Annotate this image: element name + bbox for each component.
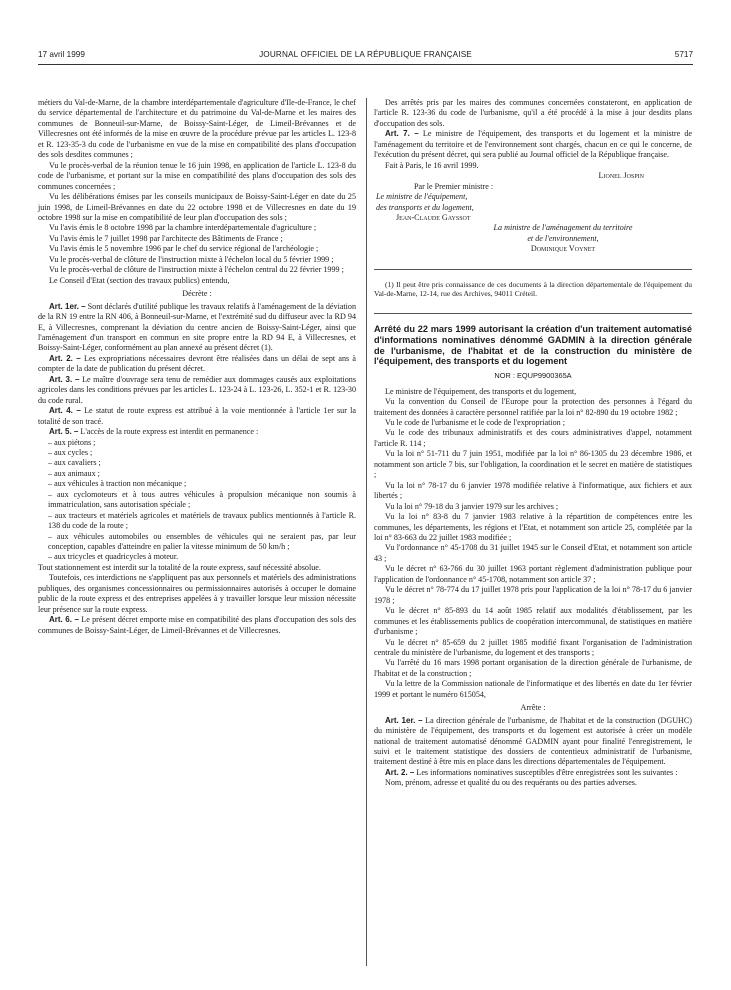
fait-a-paris: Fait à Paris, le 16 avril 1999. bbox=[385, 160, 479, 170]
article-text: La direction générale de l'urbanisme, de l'habitat et de la construction (DGUHC) du ministère de l'équipement, des transports et du logement est autorisée à créer un modèle national de traitement automatisé dénommé GADMIN ayant pour finalité l'enregistrement, le suivi et le traitement statistique des dossiers de contentieux administratif de l'urbanisme, traitement destiné à être mis en place dans les directions départementales de l'équipement. bbox=[374, 715, 692, 767]
minister-title: Le ministre de l'équipement, bbox=[376, 192, 468, 202]
minister-title: des transports et du logement, bbox=[376, 202, 474, 212]
article-label: Art. 4. – bbox=[49, 406, 81, 416]
paragraph: Vu le décret n° 78-774 du 17 juillet 1978 pris pour l'application de la loi n° 78-17 du 6 janvier 1978 ; bbox=[374, 585, 692, 605]
article-2 bbox=[38, 354, 356, 375]
paragraph: Vu l'avis émis le 8 octobre 1998 par la chambre interdépartementale d'agriculture ; bbox=[49, 223, 317, 233]
paragraph: Vu le procès-verbal de clôture de l'instruction mixte à l'échelon central du 22 février 1999 ; bbox=[49, 265, 344, 275]
paragraph: Vu l'avis émis le 5 novembre 1996 par le chef du service régional de l'archéologie ; bbox=[49, 244, 319, 254]
signatory-minister: Dominique Voynet bbox=[530, 244, 596, 254]
article-label: Art. 3. – bbox=[49, 374, 80, 384]
minister-title: et de l'environnement, bbox=[527, 233, 599, 243]
header-date: 17 avril 1999 bbox=[38, 50, 85, 59]
right-column bbox=[374, 98, 692, 789]
article-label: Art. 5. – bbox=[49, 427, 79, 437]
article-text: Le ministre de l'équipement, des transports et du logement et la ministre de l'aménagement du territoire et de l'environnement sont chargés, chacun en ce qui le concerne, de l'exécution du présent décret, qui sera publié au Journal officiel de la République française. bbox=[374, 129, 692, 160]
list-item: – aux animaux ; bbox=[48, 468, 100, 478]
article-text: Les expropriations nécessaires devront être réalisées dans un délai de sept ans à compter de la date de publication du présent décret. bbox=[38, 353, 357, 374]
footnote: (1) Il peut être pris connaissance de ces documents à la direction départementale de l'équipement du Val-de-Marne, 12-14, rue des Archives, 94011 Créteil. bbox=[374, 279, 692, 299]
paragraph: Vu la loi n° 79-18 du 3 janvier 1979 sur les archives ; bbox=[385, 501, 559, 511]
nor-reference: NOR : EQUP9900365A bbox=[494, 371, 572, 381]
page-header bbox=[38, 50, 693, 62]
arrete-heading: Arrête : bbox=[520, 703, 546, 713]
paragraph: métiers du Val-de-Marne, de la chambre interdépartementale d'agriculture d'Ile-de-France, le chef du service départemental de l'architecture et du patrimoine du Val-de-Marne et les maires des communes de Bonneuil-sur-Marne, de Boissy-Saint-Léger, de Limeil-Brévannes et de Villecresnes ont été informés de la mise en œuvre de la procédure prévue par les articles L. 123-8 et R. 123-35-3 du code de l'urbanisme en vue de la mise en compatibilité des plans d'occupation des sols desdites communes ; bbox=[38, 98, 356, 160]
list-item: – aux tricycles et quadricycles à moteur. bbox=[48, 552, 179, 562]
article-text: Le présent décret emporte mise en compatibilité des plans d'occupation des sols des communes de Boissy-Saint-Léger, de Limeil-Brévannes et de Villecresnes. bbox=[38, 615, 356, 635]
list-item: – aux cavaliers ; bbox=[48, 458, 101, 468]
article-text: L'accès de la route express est interdit en permanence : bbox=[80, 427, 259, 437]
left-column bbox=[38, 98, 356, 636]
paragraph: Vu la convention du Conseil de l'Europe pour la protection des personnes à l'égard du traitement des données à caractère personnel ratifiée par la loi n° 82-890 du 19 octobre 1982 ; bbox=[374, 397, 692, 417]
paragraph: Le Conseil d'Etat (section des travaux publics) entendu, bbox=[49, 275, 230, 285]
article-3 bbox=[38, 375, 356, 406]
paragraph: Nom, prénom, adresse et qualité du ou des requérants ou des parties adverses. bbox=[385, 778, 637, 788]
paragraph: Vu l'arrêté du 16 mars 1998 portant organisation de la direction générale de l'urbanisme, de l'habitat et de la construction ; bbox=[374, 658, 692, 678]
paragraph: Vu le procès-verbal de clôture de l'instruction mixte à l'échelon local du 5 février 1999 ; bbox=[49, 254, 334, 264]
paragraph: Vu les délibérations émises par les conseils municipaux de Boissy-Saint-Léger en date du 25 juin 1998, de Limeil-Brévannes en date du 22 octobre 1998 et de Villecresnes en date du 19 octobre 1998 sur la mise en compatibilité de leur plan d'occupation des sols ; bbox=[38, 192, 356, 222]
paragraph: Vu le décret n° 85-659 du 2 juillet 1985 modifié fixant l'organisation de l'administration centrale du ministère de l'urbanisme, du logement et des transports ; bbox=[374, 637, 692, 657]
paragraph: Des arrêtés pris par les maires des communes concernées constateront, en application de l'article R. 123-36 du code de l'urbanisme, qu'il a été procédé à la mise à jour desdits plans d'occupation des sols. bbox=[374, 98, 692, 128]
section-divider bbox=[374, 269, 692, 270]
column-divider bbox=[366, 98, 367, 966]
decrete-heading: Décrète : bbox=[182, 289, 212, 299]
article-label: Art. 1er. – bbox=[385, 715, 423, 725]
arrete-article-2 bbox=[374, 768, 692, 778]
article-text: Sont déclarés d'utilité publique les travaux relatifs à l'aménagement de la déviation de la RN 19 entre la RN 406, à Bonneuil-sur-Marne, et l'extrémité sud du diffuseur avec la RD 94 E, à Villecresnes, comprenant la déviation du centre ancien de Boissy-Saint-Léger, ainsi que l'aménagement d'un transport en commun en site propre entre la RD 94 E, à Villecresnes, et Boissy-Saint-Léger, conformément au plan annexé au présent décret (1). bbox=[38, 301, 357, 353]
article-label: Art. 6. – bbox=[49, 615, 79, 625]
article-label: Art. 2. – bbox=[49, 353, 81, 363]
paragraph: Vu l'avis émis le 7 juillet 1998 par l'architecte des Bâtiments de France ; bbox=[49, 233, 283, 243]
article-label: Art. 1er. – bbox=[49, 301, 86, 311]
arrete-article-1 bbox=[374, 716, 692, 768]
article-label: Art. 2. – bbox=[385, 767, 415, 777]
article-4 bbox=[38, 406, 356, 427]
list-item: – aux véhicules à traction non mécanique ; bbox=[48, 479, 187, 489]
journal-title: JOURNAL OFFICIEL DE LA RÉPUBLIQUE FRANÇAISE bbox=[259, 50, 472, 59]
paragraph: Vu la lettre de la Commission nationale de l'informatique et des libertés en date du 1er février 1999 et portant le numéro 615054, bbox=[374, 679, 692, 699]
paragraph: Vu le décret n° 63-766 du 30 juillet 1963 portant règlement d'administration publique pour l'application de l'ordonnance n° 45-1708, notamment son article 37 ; bbox=[374, 564, 692, 584]
list-item: – aux véhicules automobiles ou ensembles de véhicules qui ne seraient pas, par leur conception, capables d'atteindre en palier la vitesse minimum de 50 km/h ; bbox=[48, 531, 356, 552]
arrete-title: Arrêté du 22 mars 1999 autorisant la création d'un traitement automatisé d'informations nominatives dénommé GADMIN à la direction générale de l'urbanisme, de l'habitat et de la construction du ministère de l'équipement, des transports et du logement bbox=[374, 323, 692, 367]
signatory-prime-minister: Lionel Jospin bbox=[598, 171, 644, 181]
paragraph: Vu la loi n° 83-8 du 7 janvier 1983 relative à la répartition de compétences entre les communes, les départements, les régions et l'Etat, et notamment son article 25, complétée par la loi n° 83-663 du 22 juillet 1983 modifiée ; bbox=[374, 512, 692, 542]
paragraph: Vu le code des tribunaux administratifs et des cours administratives d'appel, notamment l'article R. 114 ; bbox=[374, 428, 692, 448]
paragraph: Vu la loi n° 78-17 du 6 janvier 1978 modifiée relative à l'informatique, aux fichiers et aux libertés ; bbox=[374, 480, 692, 501]
article-label: Art. 7. – bbox=[385, 129, 419, 139]
article-7 bbox=[374, 129, 692, 160]
header-rule bbox=[38, 64, 693, 65]
list-item: – aux cyclomoteurs et à tous autres véhicules à propulsion mécanique non soumis à immatriculation, sans autorisation spéciale ; bbox=[48, 489, 356, 510]
list-item: – aux cycles ; bbox=[48, 447, 93, 457]
article-text: Le statut de route express est attribué à la voie mentionnée à l'article 1er sur la totalité de son tracé. bbox=[38, 406, 357, 426]
article-5 bbox=[38, 427, 356, 437]
paragraph: Vu le code de l'urbanisme et le code de l'expropriation ; bbox=[385, 417, 565, 427]
paragraph: Vu le décret n° 85-893 du 14 août 1985 relatif aux modalités d'établissement, par les communes et les établissements publics de coopération intercommunal, de statistiques en matière d'urbanisme ; bbox=[374, 606, 692, 637]
article-1 bbox=[38, 302, 356, 354]
paragraph: Vu l'ordonnance n° 45-1708 du 31 juillet 1945 sur le Conseil d'Etat, et notamment son article 43 ; bbox=[374, 543, 692, 563]
section-divider bbox=[374, 313, 692, 314]
paragraph: Toutefois, ces interdictions ne s'appliquent pas aux personnels et matériels des administrations publiques, des organismes concessionnaires ou permissionnaires autorisés à occuper le domaine public de la route express et des entreprises appelées à y travailler lorsque leur mission nécessite leur présence sur la route express. bbox=[38, 573, 356, 614]
list-item: – aux tracteurs et matériels agricoles et matériels de travaux publics mentionnés à l'article R. 138 du code de la route ; bbox=[48, 510, 356, 531]
paragraph: Vu la loi n° 51-711 du 7 juin 1951, modifiée par la loi n° 86-1305 du 23 décembre 1986, et notamment son article 7 bis, sur l'obligation, la coordination et le secret en matière de statistiques ; bbox=[374, 449, 692, 480]
minister-title: La ministre de l'aménagement du territoire bbox=[493, 223, 633, 233]
paragraph: Le ministre de l'équipement, des transports et du logement, bbox=[385, 386, 577, 396]
paragraph: Vu le procès-verbal de la réunion tenue le 16 juin 1998, en application de l'article L. 123-8 du code de l'urbanisme, et portant sur la mise en compatibilité des plans d'occupation des sols des communes concernées ; bbox=[38, 160, 356, 191]
paragraph: Tout stationnement est interdit sur la totalité de la route express, sauf nécessité absolue. bbox=[38, 562, 321, 572]
article-6 bbox=[38, 615, 356, 636]
page-number: 5717 bbox=[674, 50, 693, 59]
article-text: Le maître d'ouvrage sera tenu de remédier aux dommages causés aux exploitations agricoles dans les conditions prévues par les articles L. 123-24 à L. 123-26, L. 352-1 et R. 123-30 du code rural. bbox=[38, 374, 357, 405]
article-text: Les informations nominatives susceptibles d'être enregistrées sont les suivantes : bbox=[416, 767, 678, 777]
par-le-premier-ministre: Par le Premier ministre : bbox=[414, 181, 494, 191]
list-item: – aux piétons ; bbox=[48, 437, 96, 447]
signatory-minister: Jean-Claude Gayssot bbox=[396, 212, 471, 222]
